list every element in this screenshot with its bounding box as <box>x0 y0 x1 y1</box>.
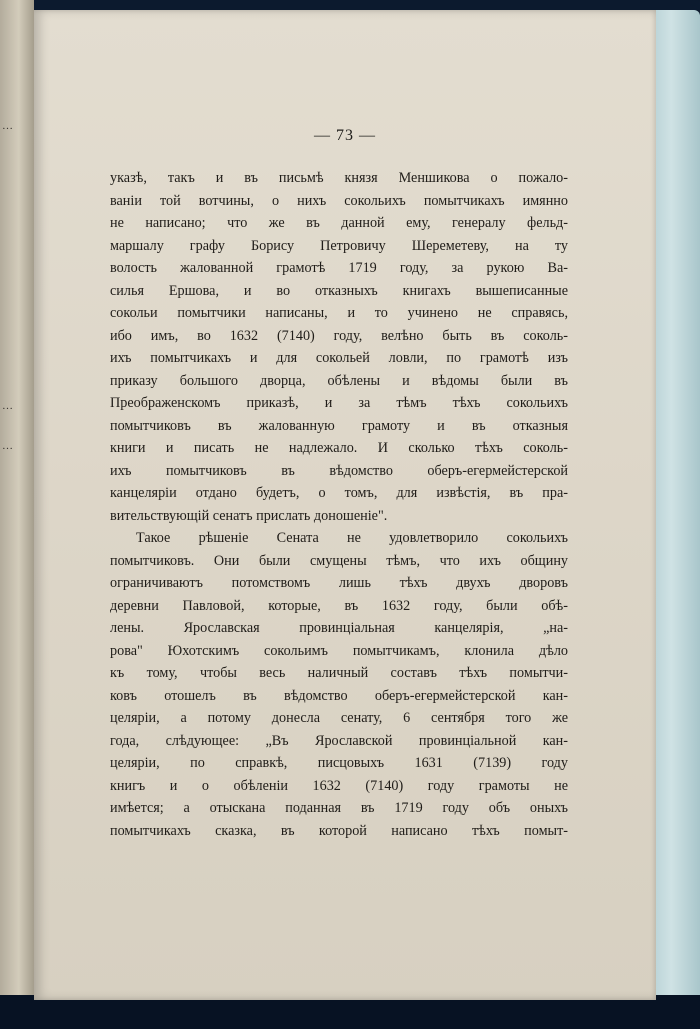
left-page-edge <box>0 0 34 1000</box>
text-line: къ тому, чтобы весь наличный составъ тѣхъ помытчи- <box>110 665 568 681</box>
text-line: целяріи, по справкѣ, писцовыхъ 1631 (7139) году <box>110 755 568 771</box>
text-line: книгъ и о обѣленіи 1632 (7140) году грамоты не <box>110 777 568 794</box>
text-line: имѣется; а отыскана поданная въ 1719 году объ оныхъ <box>110 800 568 816</box>
text-line: приказу большого дворца, обѣлены и вѣдомы были въ <box>110 372 568 389</box>
text-line: года, слѣдующее: „Въ Ярославской провинціальной кан- <box>110 732 568 749</box>
text-line: книги и писать не надлежало. И сколько тѣхъ соколь- <box>110 440 568 456</box>
dark-background <box>0 995 700 1029</box>
text-line: Преображенскомъ приказѣ, и за тѣмъ тѣхъ сокольихъ <box>110 395 568 411</box>
book-cover-edge <box>652 10 700 1015</box>
text-line: вительствующій сенатъ прислать доношеніе". <box>110 507 388 524</box>
left-page-fragment: … <box>2 400 13 412</box>
text-line: целяріи, а потому донесла сенату, 6 сентября того же <box>110 710 568 726</box>
left-page-fragment: … <box>2 440 13 452</box>
text-line: ихъ помытчиковъ въ вѣдомство оберъ-егермейстерской <box>110 462 568 479</box>
text-line: помытчикахъ сказка, въ которой написано тѣхъ помыт- <box>110 822 568 839</box>
text-line: ваніи той вотчины, о нихъ сокольихъ помытчикахъ имянно <box>110 192 568 209</box>
text-line: лены. Ярославская провинціальная канцелярія, „на- <box>110 620 568 636</box>
text-line: помытчиковъ въ жалованную грамоту и въ отказныя <box>110 417 568 434</box>
text-line: канцеляріи отдано будетъ, о томъ, для извѣстія, въ пра- <box>110 485 568 501</box>
body-text <box>110 167 568 842</box>
text-line: силья Ершова, и во отказныхъ книгахъ вышеписанные <box>110 282 568 299</box>
text-line: волость жалованной грамотѣ 1719 году, за рукою Ва- <box>110 260 568 276</box>
text-line: ограничиваютъ потомствомъ лишь тѣхъ двухъ дворовъ <box>110 575 568 591</box>
book-page <box>34 10 656 1000</box>
left-page-fragment: … <box>2 120 13 132</box>
text-line: указѣ, такъ и въ письмѣ князя Меншикова о пожало- <box>110 170 568 186</box>
text-line: деревни Павловой, которые, въ 1632 году, были обѣ- <box>110 597 568 614</box>
text-line: сокольи помытчики написаны, и то учинено не справясь, <box>110 305 568 321</box>
text-line: ибо имъ, во 1632 (7140) году, велѣно быть въ соколь- <box>110 327 568 344</box>
text-line: маршалу графу Борису Петровичу Шереметеву, на ту <box>110 237 568 254</box>
page-number: — 73 — <box>314 127 376 144</box>
text-line: ихъ помытчикахъ и для сокольей ловли, по грамотѣ изъ <box>110 350 568 366</box>
text-line: не написано; что же въ данной ему, генералу фельд- <box>110 215 568 231</box>
text-line: рова" Юхотскимъ сокольимъ помытчикамъ, клонила дѣло <box>110 642 568 659</box>
text-line: ковъ отошелъ въ вѣдомство оберъ-егермейстерской кан- <box>110 687 568 704</box>
text-line: Такое рѣшеніе Сената не удовлетворило сокольихъ <box>136 530 568 546</box>
text-line: помытчиковъ. Они были смущены тѣмъ, что ихъ общину <box>110 552 568 569</box>
